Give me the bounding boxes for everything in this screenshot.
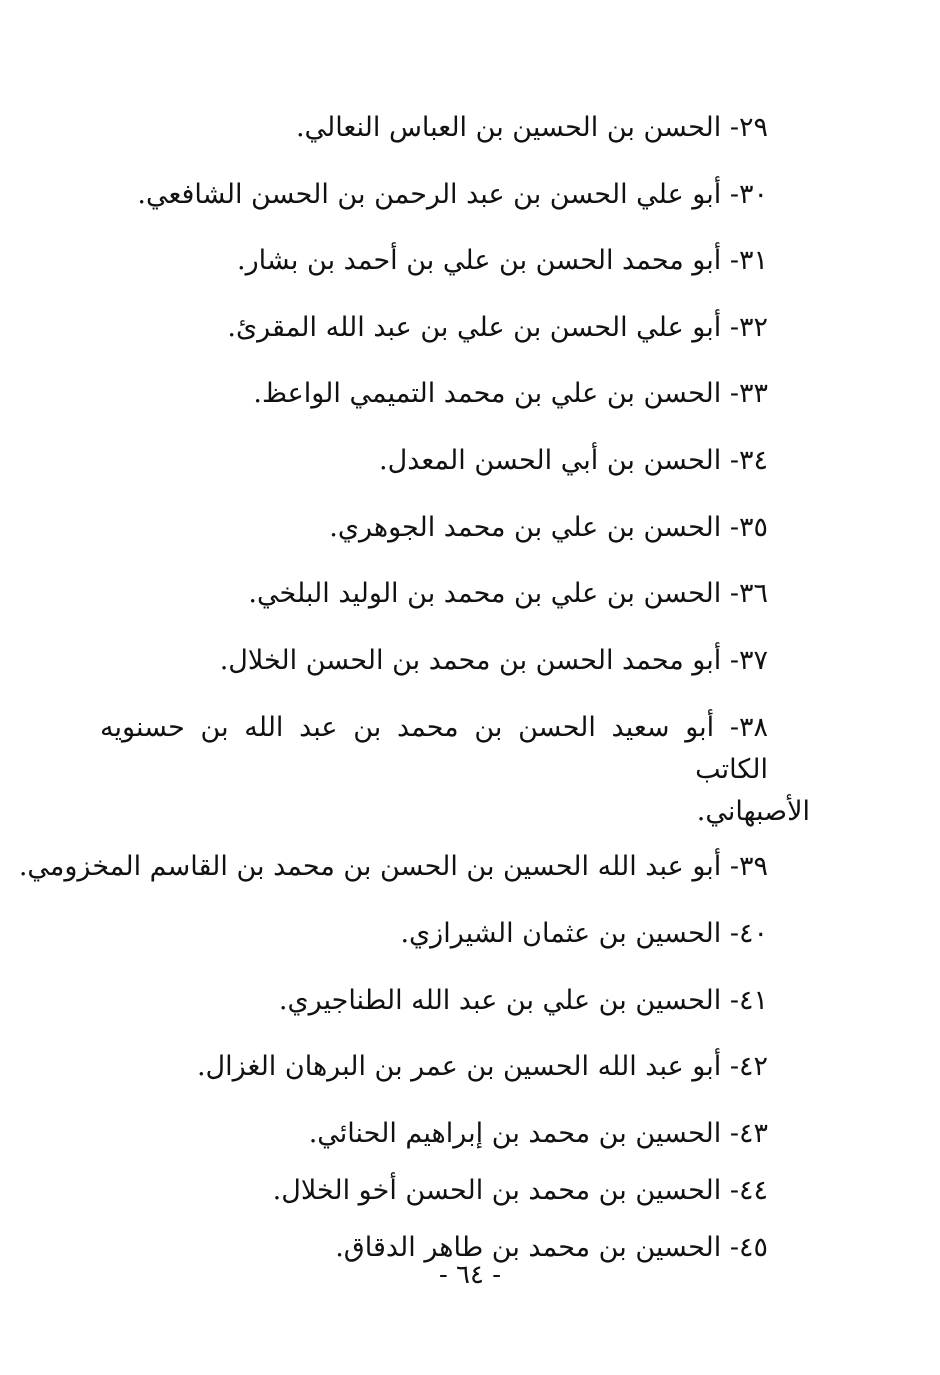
list-item — [100, 641, 768, 681]
list-item — [100, 308, 768, 348]
entry-text: ٤٣- الحسين بن محمد بن إبراهيم الحنائي. — [308, 1117, 768, 1149]
list-item — [100, 175, 768, 215]
list-item — [100, 241, 768, 281]
entry-text: ٣٢- أبو علي الحسن بن علي بن عبد الله المقرئ. — [227, 311, 768, 343]
entry-text: ٣١- أبو محمد الحسن بن علي بن أحمد بن بشار. — [237, 245, 768, 277]
list-item — [100, 707, 810, 833]
page-number: - ٦٤ - — [438, 1260, 502, 1290]
list-item — [100, 981, 768, 1021]
list-item — [100, 441, 768, 481]
entry-text: ٤٥- الحسين بن محمد بن طاهر الدقاق. — [335, 1231, 768, 1263]
entry-text: ٣٦- الحسن بن علي بن محمد بن الوليد البلخي. — [248, 578, 768, 610]
list-item — [100, 1047, 768, 1087]
entry-text: ٣٣- الحسن بن علي بن محمد التميمي الواعظ. — [253, 378, 768, 410]
entry-text: ٣٨- أبو سعيد الحسن بن محمد بن عبد الله بن حسنويه الكاتب — [100, 712, 768, 786]
list-item — [100, 508, 768, 548]
entry-text: ٤٠- الحسين بن عثمان الشيرازي. — [400, 917, 768, 949]
entry-text: ٤١- الحسين بن علي بن عبد الله الطناجيري. — [278, 984, 768, 1016]
list-item — [100, 1114, 768, 1154]
entry-text: ٤٢- أبو عبد الله الحسين بن عمر بن البرهان الغزال. — [196, 1051, 768, 1083]
narrator-list — [18, 108, 810, 1285]
entry-text: ٢٩- الحسن بن الحسين بن العباس النعالي. — [295, 112, 768, 143]
list-item — [100, 374, 768, 414]
entry-text: ٣٤- الحسن بن أبي الحسن المعدل. — [379, 444, 768, 476]
entry-text: ٣٧- أبو محمد الحسن بن محمد بن الحسن الخلال. — [219, 644, 768, 676]
list-item — [100, 1171, 768, 1211]
list-item — [18, 847, 768, 887]
entry-text: ٣٩- أبو عبد الله الحسين بن الحسن بن محمد بن القاسم المخزومي. — [18, 851, 768, 883]
entry-text: ٣٥- الحسن بن علي بن محمد الجوهري. — [329, 511, 768, 543]
entry-text: ٣٠- أبو علي الحسن بن عبد الرحمن بن الحسن الشافعي. — [137, 178, 768, 210]
list-item — [100, 574, 768, 614]
entry-text-continuation: الأصبهاني. — [696, 796, 810, 828]
entry-text: ٤٤- الحسين بن محمد بن الحسن أخو الخلال. — [272, 1174, 768, 1206]
list-item — [100, 914, 768, 954]
list-item — [100, 108, 768, 148]
